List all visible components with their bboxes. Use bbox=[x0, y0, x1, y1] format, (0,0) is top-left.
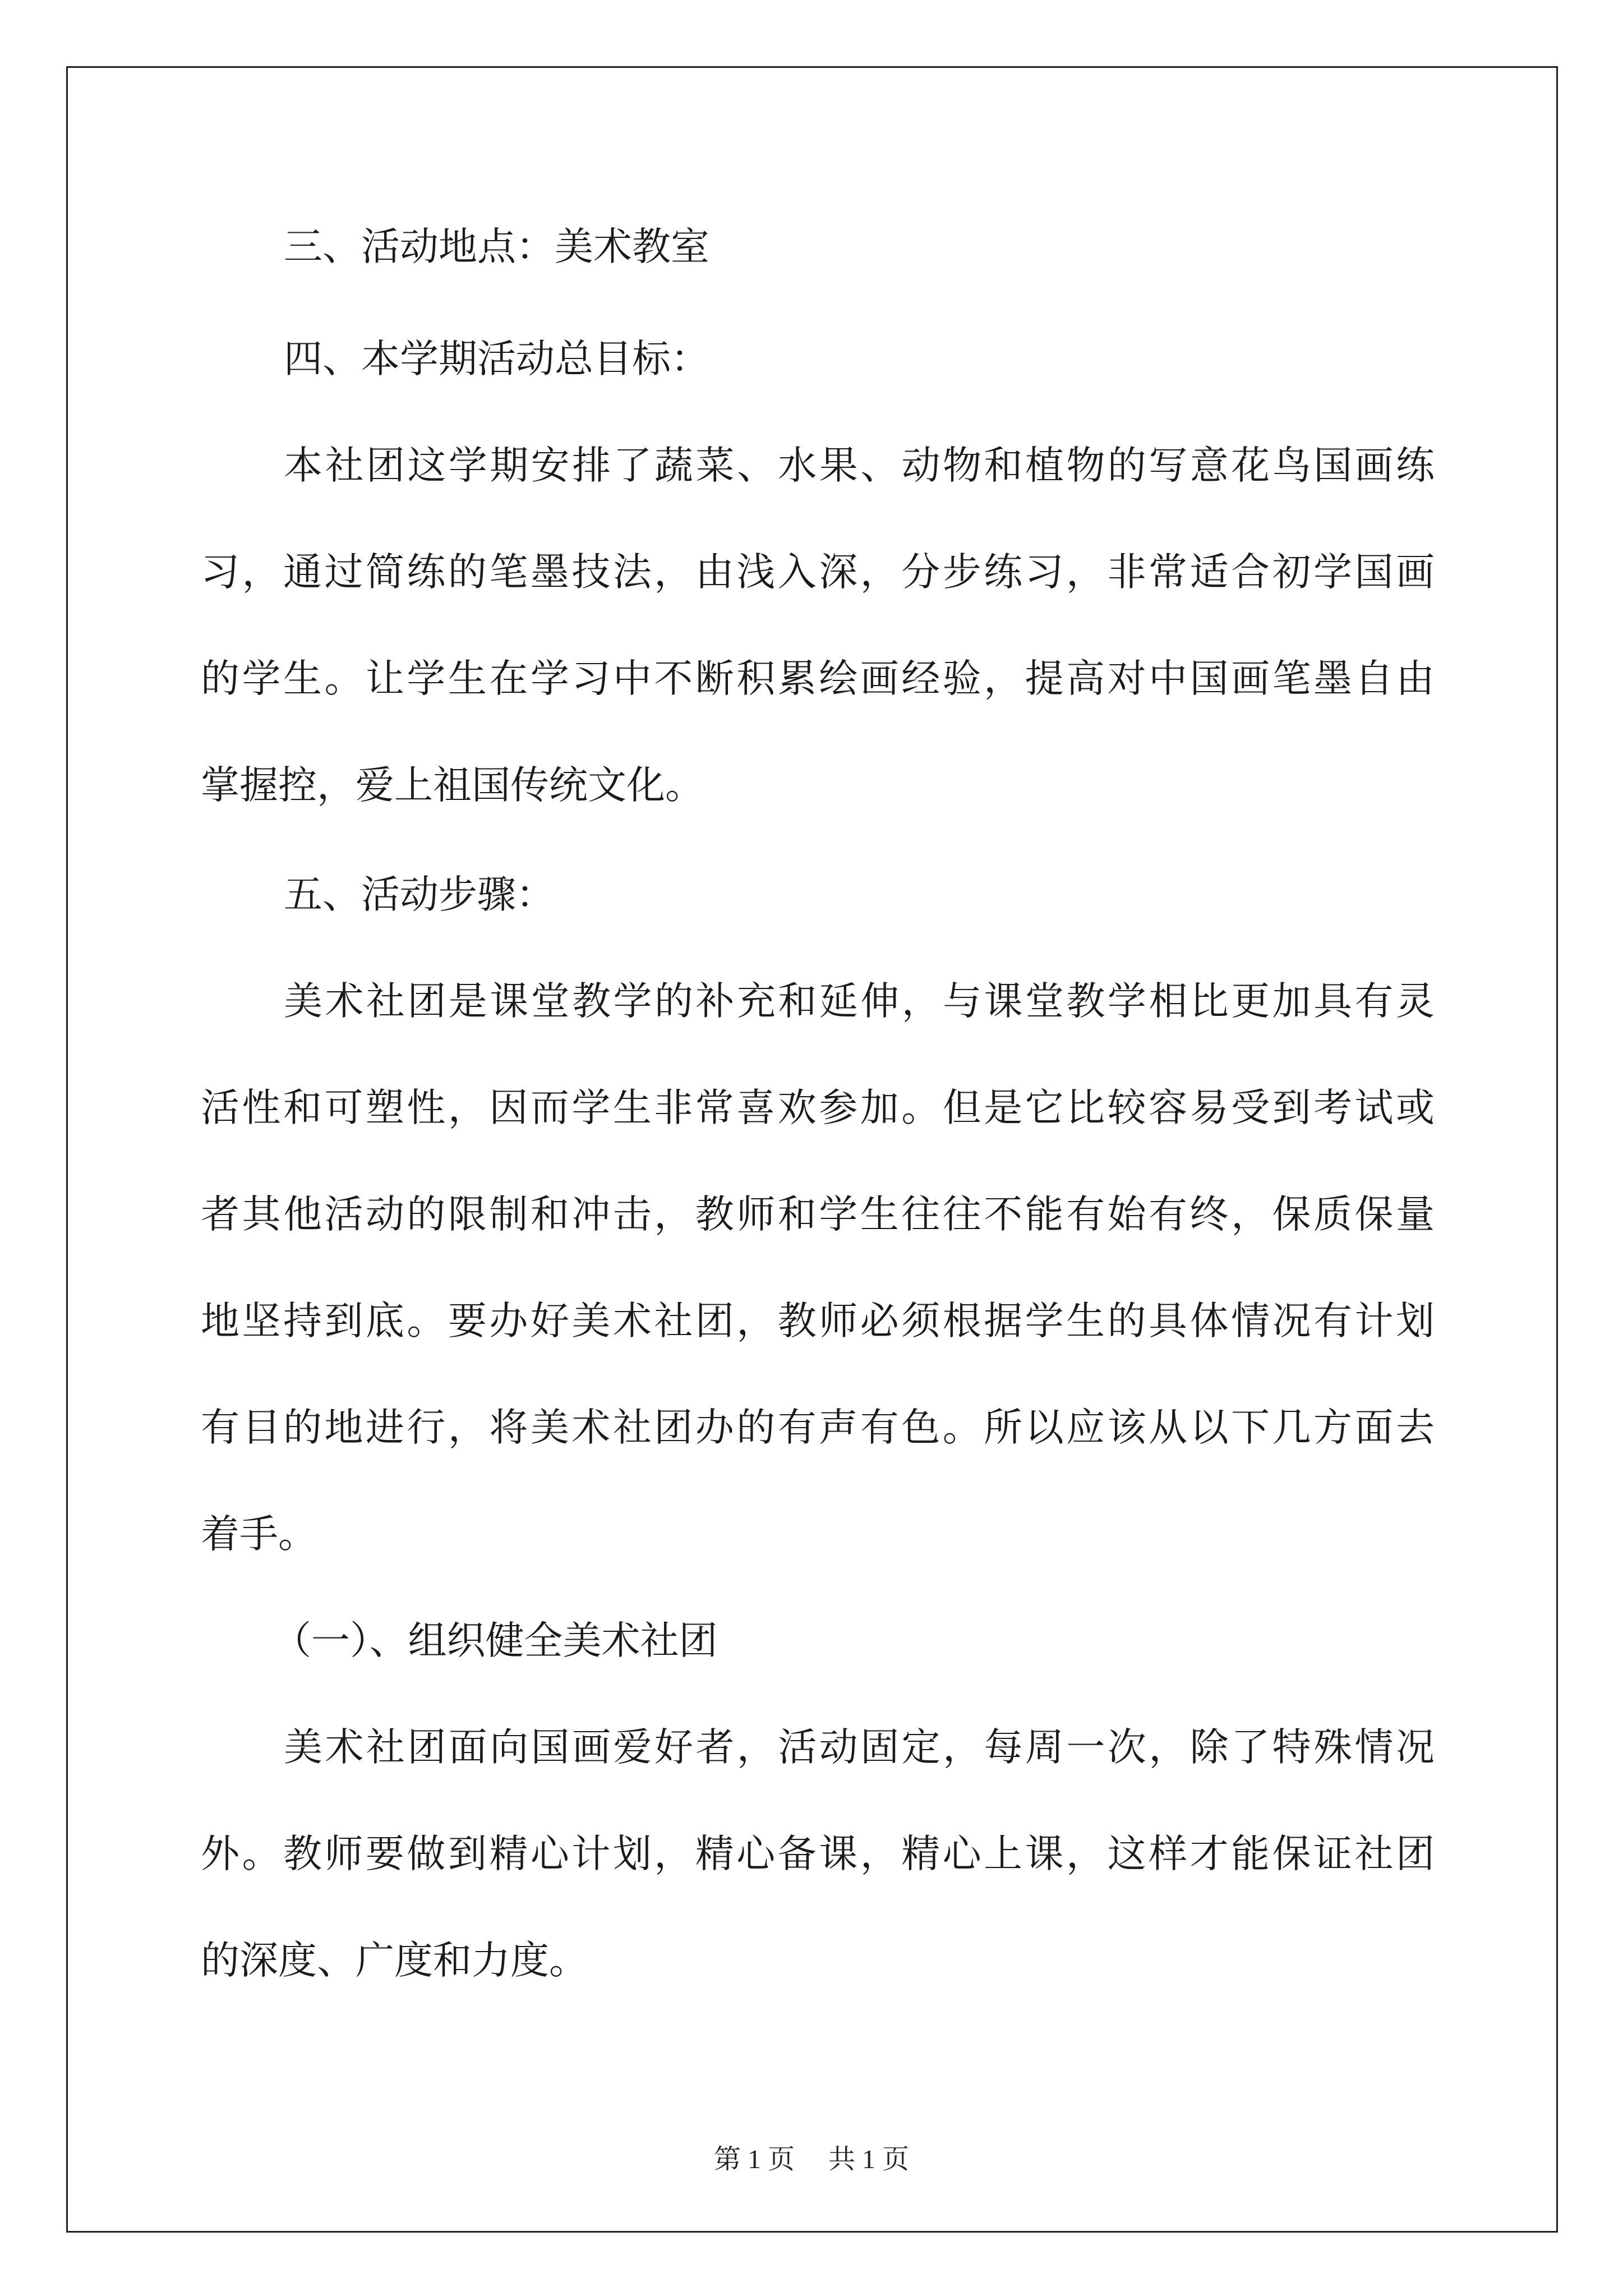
text-line: 着手。 bbox=[201, 1512, 317, 1557]
text-line: 美术社团是课堂教学的补充和延伸，与课堂教学相比更加具有灵 bbox=[284, 979, 1435, 1024]
text-line: 有目的地进行，将美术社团办的有声有色。所以应该从以下几方面去 bbox=[201, 1405, 1435, 1450]
text-line: 的深度、广度和力度。 bbox=[201, 1938, 588, 1983]
text-line: 美术社团面向国画爱好者，活动固定，每周一次，除了特殊情况 bbox=[284, 1725, 1435, 1770]
text-line: 者其他活动的限制和冲击，教师和学生往往不能有始有终，保质保量 bbox=[201, 1192, 1435, 1237]
text-line: 三、活动地点：美术教室 bbox=[284, 224, 709, 269]
page-number: 第 1 页 共 1 页 bbox=[713, 2145, 909, 2174]
text-line: 活性和可塑性，因而学生非常喜欢参加。但是它比较容易受到考试或 bbox=[201, 1085, 1435, 1130]
text-line: 的学生。让学生在学习中不断积累绘画经验，提高对中国画笔墨自由 bbox=[201, 656, 1435, 701]
page-frame bbox=[66, 66, 1558, 2233]
text-line: 外。教师要做到精心计划，精心备课，精心上课，这样才能保证社团 bbox=[201, 1832, 1435, 1876]
text-line: 本社团这学期安排了蔬菜、水果、动物和植物的写意花鸟国画练 bbox=[284, 443, 1435, 488]
text-line: 四、本学期活动总目标： bbox=[284, 337, 709, 381]
text-line: 习，通过简练的笔墨技法，由浅入深，分步练习，非常适合初学国画 bbox=[201, 550, 1435, 595]
text-line: 掌握控，爱上祖国传统文化。 bbox=[201, 763, 704, 808]
section-heading: （一）、组织健全美术社团 bbox=[273, 1618, 718, 1663]
text-line: 地坚持到底。要办好美术社团，教师必须根据学生的具体情况有计划 bbox=[201, 1299, 1435, 1343]
text-line: 五、活动步骤： bbox=[284, 872, 555, 917]
